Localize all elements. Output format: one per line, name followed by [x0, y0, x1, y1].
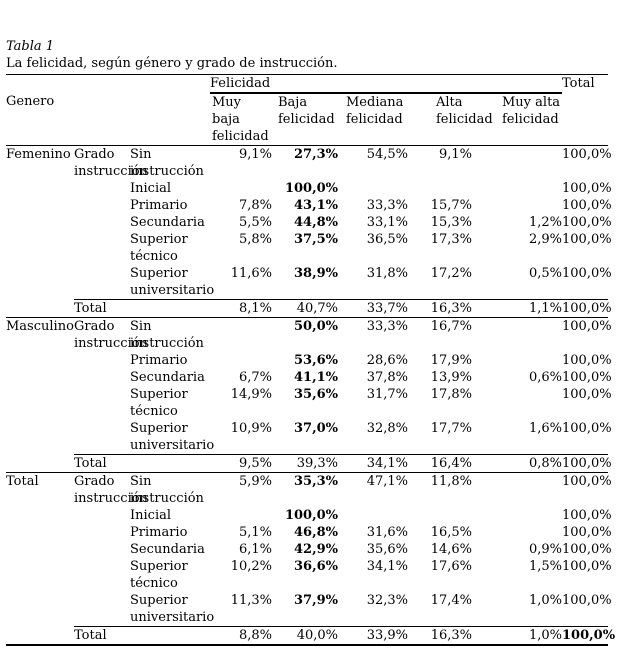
column-header-4 [408, 93, 493, 146]
value-cell: 35,6% [366, 542, 408, 557]
value-cell [408, 180, 472, 197]
value-cell: 41,1% [293, 370, 338, 385]
level-cell: Superior universitario [130, 266, 215, 298]
value-cell [338, 507, 408, 524]
level-cell: Superior universitario [130, 421, 215, 453]
total-cell: 100,0% [562, 387, 612, 402]
total-row-label: Total [74, 300, 130, 318]
value-cell [472, 524, 562, 541]
value-cell: 5,1% [238, 525, 272, 540]
value-cell: 1,1% [472, 300, 562, 318]
value-cell: 17,9% [430, 353, 472, 368]
column-header-3 [338, 93, 408, 146]
value-cell: 33,3% [366, 319, 408, 334]
value-cell: 1,5% [528, 559, 562, 574]
value-cell: 42,9% [293, 542, 338, 557]
value-cell: 40,7% [272, 300, 338, 318]
group-cell: Grado instrucción [74, 319, 148, 351]
table-row [6, 473, 608, 508]
value-cell: 16,3% [408, 627, 472, 646]
column-header-line: baja [212, 112, 240, 127]
value-cell: 15,7% [430, 198, 472, 213]
table-title: Tabla 1 [6, 39, 55, 54]
total-cell: 100,0% [562, 198, 612, 213]
spanner-felicidad: Felicidad [210, 75, 562, 93]
table-body [6, 146, 616, 646]
gender-cell: Femenino [6, 147, 71, 162]
value-cell [472, 473, 562, 508]
value-cell: 16,3% [408, 300, 472, 318]
total-column-header: Total [562, 76, 595, 91]
value-cell: 31,8% [366, 266, 408, 281]
total-row-blank [6, 627, 74, 646]
level-cell: Sin instrucción [130, 474, 204, 506]
total-row-label: Total [74, 455, 130, 473]
gender-cell: Total [6, 474, 39, 489]
value-cell: 0,8% [472, 455, 562, 473]
value-cell: 9,5% [210, 455, 272, 473]
value-cell [408, 507, 472, 524]
level-cell: Secundaria [130, 542, 205, 557]
value-cell [472, 197, 562, 214]
level-cell: Sin instrucción [130, 147, 204, 179]
value-cell: 11,6% [230, 266, 272, 281]
total-cell: 100,0% [562, 370, 612, 385]
total-cell: 100,0% [562, 456, 612, 471]
value-cell [472, 180, 562, 197]
table-row [6, 146, 608, 181]
value-cell: 0,6% [528, 370, 562, 385]
total-cell: 100,0% [562, 559, 612, 574]
total-cell: 100,0% [562, 147, 612, 162]
value-cell: 17,3% [430, 232, 472, 247]
value-cell: 1,0% [472, 627, 562, 646]
value-cell: 17,2% [430, 266, 472, 281]
value-cell: 31,7% [366, 387, 408, 402]
value-cell: 10,9% [230, 421, 272, 436]
value-cell: 5,5% [238, 215, 272, 230]
spanner-row [6, 75, 608, 93]
value-cell: 8,8% [210, 627, 272, 646]
total-row-label: Total [74, 627, 130, 646]
value-cell: 7,8% [238, 198, 272, 213]
total-cell: 100,0% [562, 628, 616, 643]
value-cell: 8,1% [210, 300, 272, 318]
happiness-table [6, 75, 616, 646]
level-cell: Superior técnico [130, 559, 188, 591]
total-row-blank [6, 455, 74, 473]
table-header [6, 75, 608, 146]
total-cell: 100,0% [562, 542, 612, 557]
column-header-line: Alta [436, 95, 463, 110]
total-cell: 100,0% [562, 525, 612, 540]
column-header-line: felicidad [346, 112, 403, 127]
value-cell [210, 318, 272, 353]
value-cell: 46,8% [293, 525, 338, 540]
value-cell: 35,6% [293, 387, 338, 402]
value-cell: 53,6% [293, 353, 338, 368]
value-cell [472, 318, 562, 353]
value-cell: 31,6% [366, 525, 408, 540]
value-cell: 34,1% [366, 559, 408, 574]
value-cell: 37,9% [293, 593, 338, 608]
value-cell: 15,3% [430, 215, 472, 230]
value-cell [210, 507, 272, 524]
value-cell: 27,3% [293, 147, 338, 162]
value-cell [472, 352, 562, 369]
value-cell: 10,2% [230, 559, 272, 574]
value-cell: 14,9% [230, 387, 272, 402]
value-cell: 14,6% [430, 542, 472, 557]
total-cell: 100,0% [562, 474, 612, 489]
value-cell: 17,8% [430, 387, 472, 402]
value-cell: 9,1% [238, 147, 272, 162]
value-cell [210, 352, 272, 369]
level-cell: Primario [130, 198, 188, 213]
value-cell [472, 146, 562, 181]
value-cell: 54,5% [366, 147, 408, 162]
value-cell: 11,3% [230, 593, 272, 608]
total-cell: 100,0% [562, 508, 612, 523]
section-total-row [6, 455, 608, 473]
value-cell: 37,8% [366, 370, 408, 385]
level-cell [130, 627, 210, 646]
value-cell: 32,8% [366, 421, 408, 436]
value-cell: 50,0% [293, 319, 338, 334]
table-caption: La felicidad, según género y grado de instrucción. [6, 55, 608, 75]
column-header-1 [210, 93, 272, 146]
column-header-line: felicidad [212, 129, 269, 144]
total-cell: 100,0% [562, 301, 612, 316]
value-cell: 6,7% [238, 370, 272, 385]
corner-label-genero: Genero [6, 93, 210, 146]
value-cell: 1,2% [528, 215, 562, 230]
level-cell: Secundaria [130, 370, 205, 385]
total-cell: 100,0% [562, 319, 612, 334]
gender-cell: Masculino [6, 319, 74, 334]
value-cell: 35,3% [293, 474, 338, 489]
value-cell: 33,1% [366, 215, 408, 230]
value-cell: 32,3% [366, 593, 408, 608]
value-cell: 1,6% [528, 421, 562, 436]
value-cell: 34,1% [338, 455, 408, 473]
value-cell [210, 180, 272, 197]
column-header-line: felicidad [502, 112, 559, 127]
total-cell: 100,0% [562, 232, 612, 247]
value-cell: 33,7% [338, 300, 408, 318]
level-cell: Primario [130, 525, 188, 540]
value-cell: 17,4% [430, 593, 472, 608]
value-cell: 17,7% [430, 421, 472, 436]
value-cell: 11,8% [430, 474, 472, 489]
value-cell [472, 507, 562, 524]
total-cell: 100,0% [562, 266, 612, 281]
total-cell: 100,0% [562, 181, 612, 196]
total-cell: 100,0% [562, 353, 612, 368]
value-cell: 6,1% [238, 542, 272, 557]
level-cell: Inicial [130, 508, 172, 523]
value-cell: 100,0% [284, 181, 338, 196]
level-cell: Superior universitario [130, 593, 215, 625]
value-cell [472, 386, 562, 420]
column-header-line: Baja [278, 95, 308, 110]
total-cell: 100,0% [562, 215, 612, 230]
value-cell: 43,1% [293, 198, 338, 213]
group-cell: Grado instrucción [74, 474, 148, 506]
value-cell: 36,5% [366, 232, 408, 247]
level-cell [130, 300, 210, 318]
value-cell: 28,6% [366, 353, 408, 368]
column-header-line: Mediana [346, 95, 404, 110]
value-cell: 13,9% [430, 370, 472, 385]
value-cell: 33,3% [366, 198, 408, 213]
value-cell: 47,1% [366, 474, 408, 489]
total-cell: 100,0% [562, 593, 612, 608]
value-cell: 17,6% [430, 559, 472, 574]
column-header-line: Muy [212, 95, 242, 110]
value-cell: 16,4% [408, 455, 472, 473]
value-cell: 2,9% [528, 232, 562, 247]
grand-total-row [6, 627, 608, 646]
value-cell: 9,1% [438, 147, 472, 162]
column-header-2 [272, 93, 338, 146]
value-cell: 100,0% [284, 508, 338, 523]
total-column-header-blank [562, 93, 608, 146]
column-header-line: felicidad [278, 112, 335, 127]
value-cell: 38,9% [293, 266, 338, 281]
level-cell [130, 455, 210, 473]
value-cell: 33,9% [338, 627, 408, 646]
column-header-line: Muy alta [502, 95, 561, 110]
value-cell: 37,0% [293, 421, 338, 436]
value-cell: 5,9% [238, 474, 272, 489]
level-cell: Superior técnico [130, 232, 188, 264]
level-cell: Inicial [130, 181, 172, 196]
total-cell: 100,0% [562, 421, 612, 436]
value-cell: 40,0% [272, 627, 338, 646]
value-cell: 1,0% [528, 593, 562, 608]
value-cell: 16,5% [430, 525, 472, 540]
value-cell: 39,3% [272, 455, 338, 473]
column-header-line: felicidad [436, 112, 493, 127]
column-header-row [6, 93, 608, 146]
value-cell: 5,8% [238, 232, 272, 247]
value-cell: 16,7% [430, 319, 472, 334]
level-cell: Secundaria [130, 215, 205, 230]
value-cell: 37,5% [293, 232, 338, 247]
value-cell: 44,8% [293, 215, 338, 230]
level-cell: Primario [130, 353, 188, 368]
spanner-left-blank [6, 75, 210, 93]
table-block [6, 38, 616, 646]
level-cell: Sin instrucción [130, 319, 204, 351]
total-row-blank [6, 300, 74, 318]
value-cell [338, 180, 408, 197]
section-total-row [6, 300, 608, 318]
group-cell: Grado instrucción [74, 147, 148, 179]
value-cell: 0,5% [528, 266, 562, 281]
level-cell: Superior técnico [130, 387, 188, 419]
value-cell: 0,9% [528, 542, 562, 557]
value-cell: 36,6% [293, 559, 338, 574]
table-row [6, 318, 608, 353]
